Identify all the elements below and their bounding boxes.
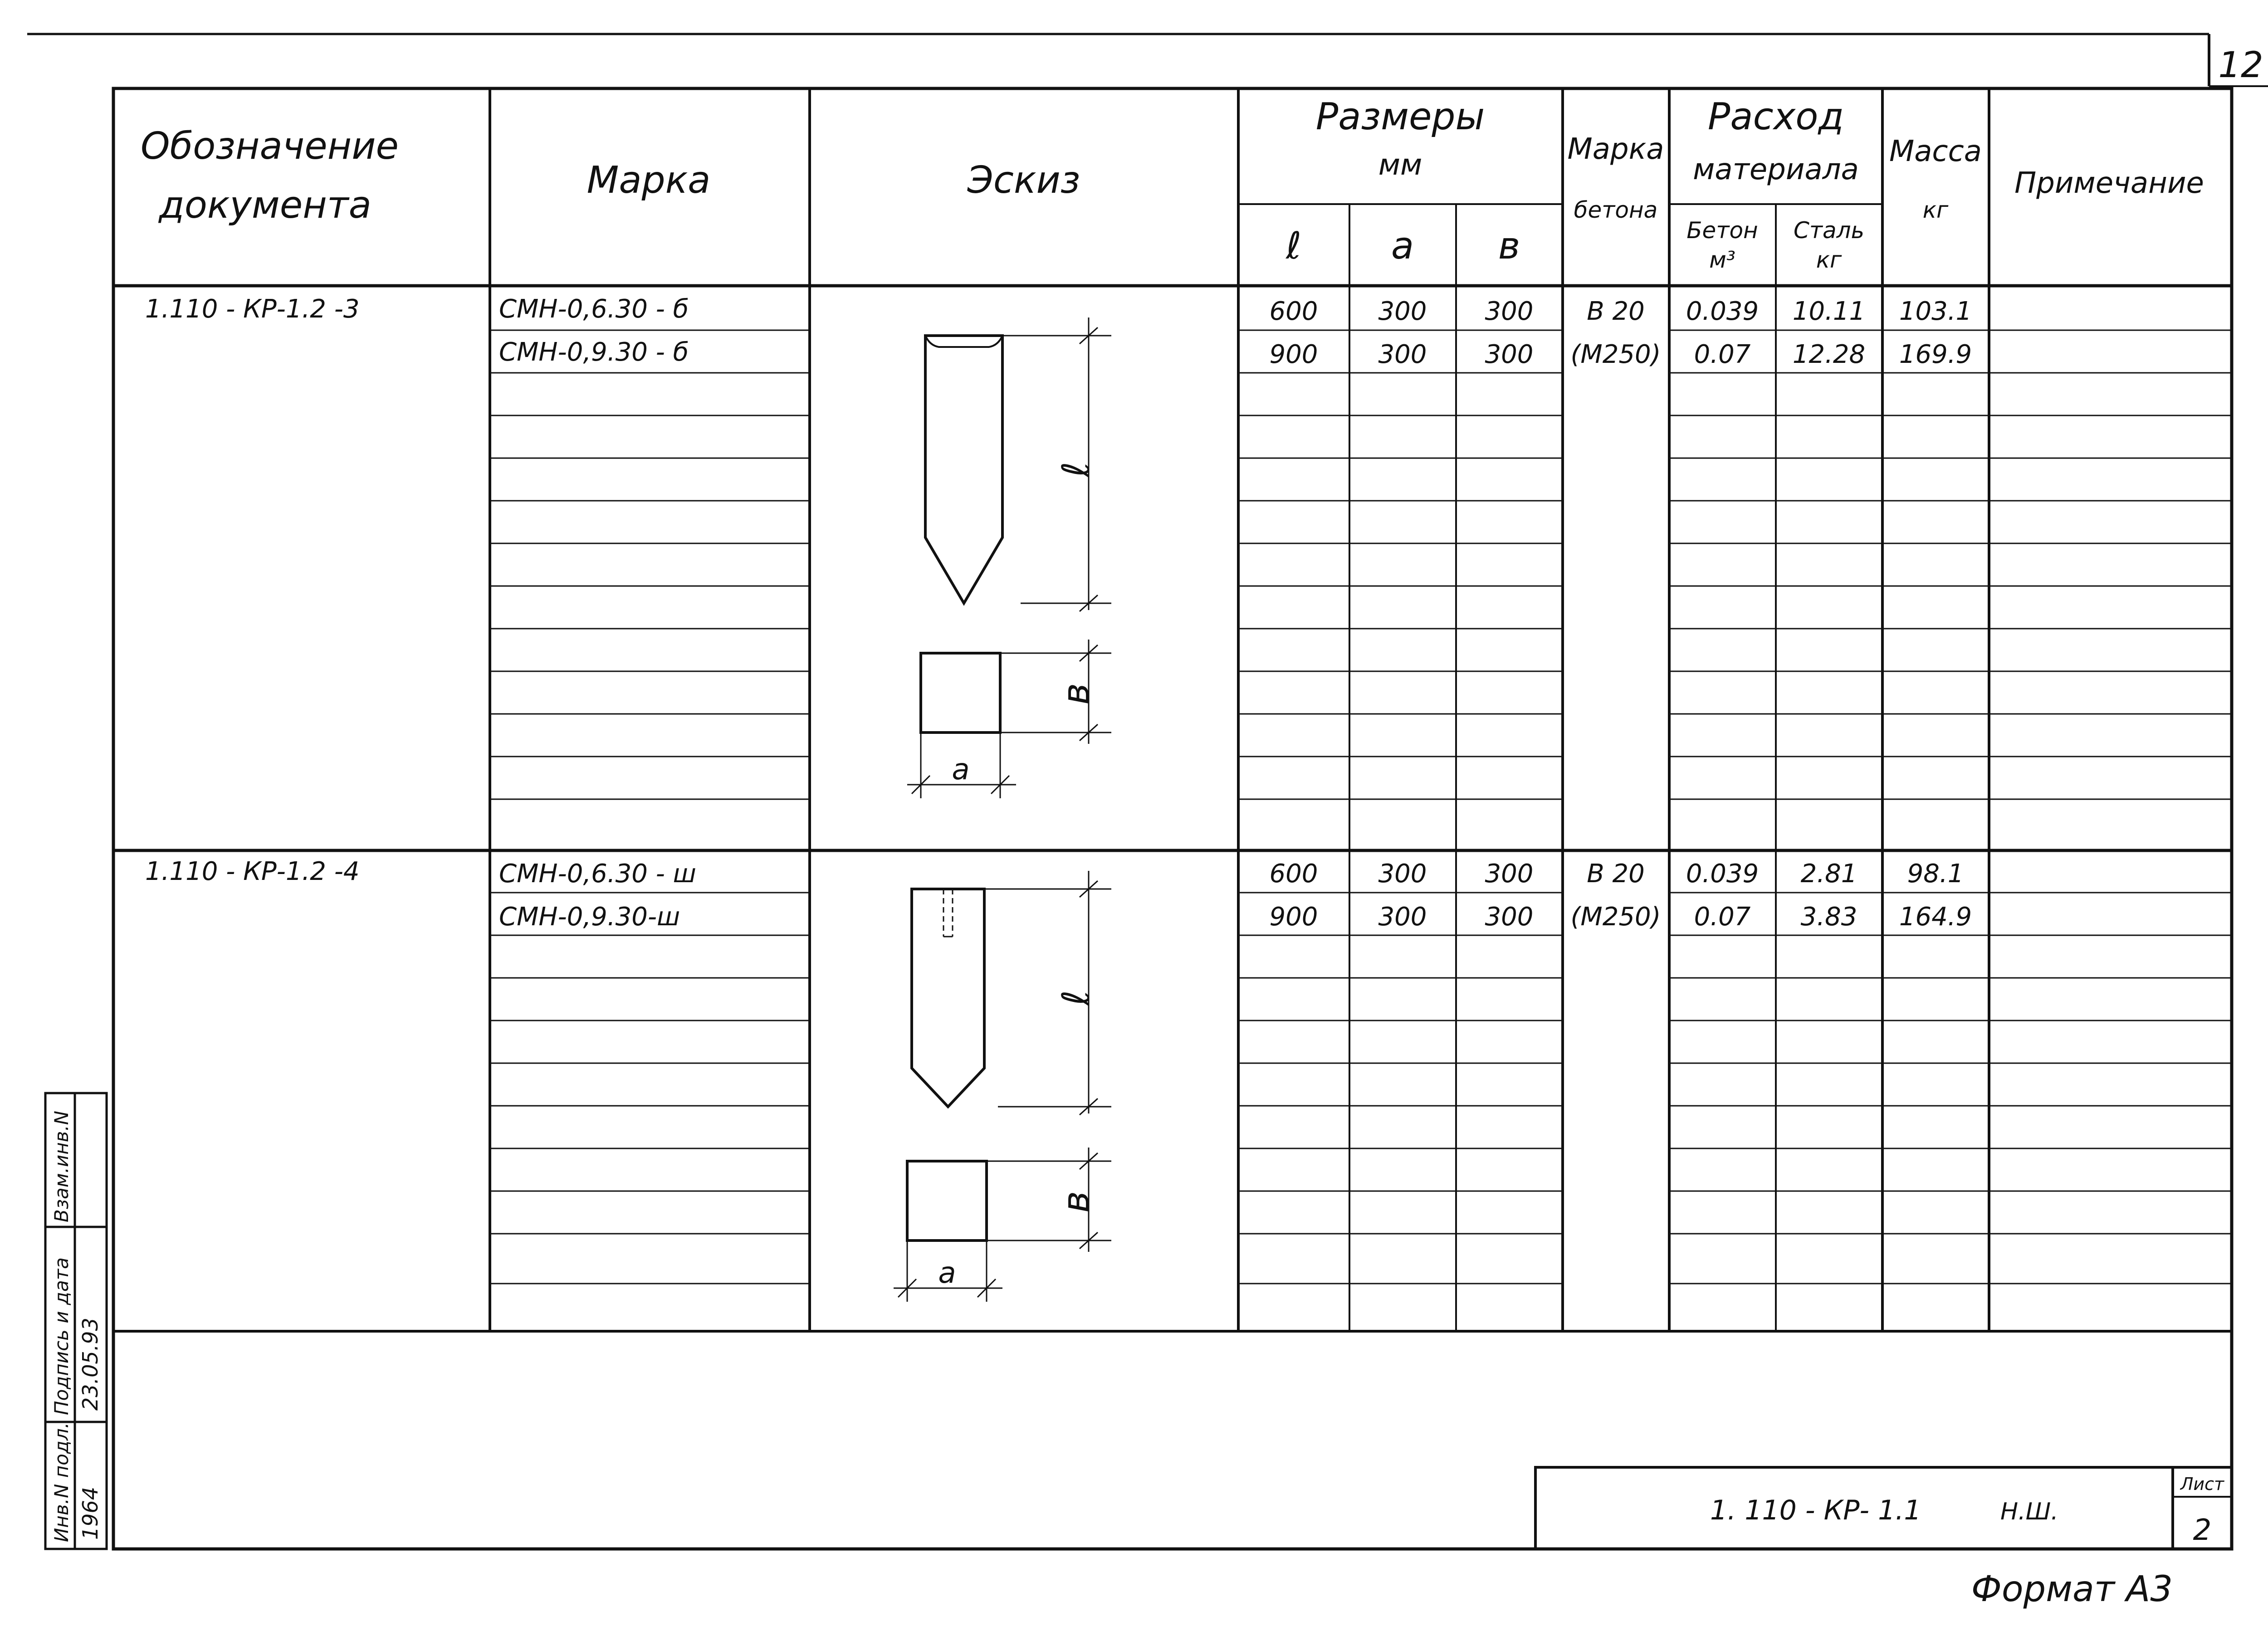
group1-row2-l: 900 — [1269, 340, 1318, 369]
header-mass-1: Масса — [1889, 135, 1982, 168]
group1-sketch-width: в — [1055, 683, 1098, 705]
header-dimensions-1: Размеры — [1315, 95, 1485, 138]
format-label: Формат А3 — [1971, 1569, 2173, 1610]
group1-concrete-mark-1: В 20 — [1587, 297, 1645, 326]
header-material-1: Расход — [1707, 95, 1844, 138]
stamp-inv-repl: Взам.инв.N — [50, 1110, 73, 1222]
group2-row1-concrete: 0.039 — [1686, 859, 1759, 889]
stamp-inv-orig: Инв.N подл. — [50, 1422, 73, 1542]
group2-sketch-side: a — [938, 1256, 956, 1290]
group2-row1-steel: 2.81 — [1800, 859, 1857, 889]
group2-designation: 1.110 - КР-1.2 -4 — [145, 857, 360, 886]
header-steel-2: кг — [1816, 247, 1842, 273]
header-material-2: материала — [1693, 153, 1859, 186]
group2-row1-l: 600 — [1269, 859, 1318, 889]
header-concrete-mark-1: Марка — [1567, 132, 1664, 166]
header-concrete-vol-1: Бетон — [1686, 217, 1758, 244]
group1-designation: 1.110 - КР-1.2 -3 — [145, 294, 360, 324]
group2-row1-mass: 98.1 — [1907, 859, 1964, 889]
group2-row2-mass: 164.9 — [1899, 902, 1972, 932]
header-designation-2: документа — [159, 184, 371, 227]
group1-row2-a: 300 — [1378, 340, 1427, 369]
header-dim-a: a — [1391, 225, 1414, 268]
group2-concrete-mark-2: (М250) — [1570, 902, 1661, 932]
group1-row2-mark: СМН-0,9.30 - б — [499, 337, 689, 367]
group1-row1-l: 600 — [1269, 297, 1318, 326]
group1-row1-b: 300 — [1485, 297, 1534, 326]
header-designation-1: Обозначение — [141, 125, 399, 168]
title-sheet-label: Лист — [2180, 1474, 2224, 1494]
group1-row1-a: 300 — [1378, 297, 1427, 326]
group2-row1-a: 300 — [1378, 859, 1427, 889]
group1-row2-steel: 12.28 — [1792, 340, 1866, 369]
group2-row2-a: 300 — [1378, 902, 1427, 932]
group1-concrete-mark-2: (М250) — [1570, 340, 1661, 369]
header-dim-b: в — [1498, 225, 1520, 268]
header-note: Примечание — [2014, 166, 2204, 200]
title-code: 1. 110 - КР- 1.1 — [1710, 1494, 1921, 1526]
group1-row1-concrete: 0.039 — [1686, 297, 1759, 326]
stamp-inv-orig-value: 1964 — [78, 1486, 103, 1540]
pile-sketch-2 — [907, 889, 987, 1241]
header-mass-2: кг — [1922, 197, 1949, 223]
group1-sketch-side: a — [952, 753, 970, 786]
group1-sketch-length: ℓ — [1055, 462, 1098, 477]
group2-row2-concrete: 0.07 — [1694, 902, 1751, 932]
group2-row1-mark: СМН-0,6.30 - ш — [499, 859, 696, 889]
group2-sketch-width: в — [1055, 1191, 1098, 1213]
pile-sketch-1 — [921, 336, 1002, 733]
header-dimensions-2: мм — [1378, 148, 1422, 182]
group1-row2-concrete: 0.07 — [1694, 340, 1751, 369]
group2-row2-b: 300 — [1485, 902, 1534, 932]
group1-row1-mark: СМН-0,6.30 - б — [499, 294, 689, 324]
header-concrete-vol-2: м³ — [1709, 247, 1735, 273]
group2-row2-mark: СМН-0,9.30-ш — [499, 902, 680, 932]
header-dim-l: ℓ — [1286, 225, 1301, 268]
header-steel-1: Сталь — [1793, 217, 1865, 244]
group2-row2-l: 900 — [1269, 902, 1318, 932]
group2-sketch-length: ℓ — [1055, 990, 1098, 1006]
header-mark: Марка — [587, 159, 711, 202]
header-sketch: Эскиз — [967, 159, 1080, 202]
page-number: 12 — [2218, 45, 2263, 86]
title-sheet-no: 2 — [2193, 1514, 2212, 1547]
group1-row2-mass: 169.9 — [1899, 340, 1972, 369]
group2-concrete-mark-1: В 20 — [1587, 859, 1645, 889]
header-concrete-mark-2: бетона — [1574, 197, 1658, 223]
group2-row1-b: 300 — [1485, 859, 1534, 889]
group1-row1-mass: 103.1 — [1899, 297, 1972, 326]
title-suffix: Н.Ш. — [2000, 1498, 2058, 1525]
group1-row1-steel: 10.11 — [1792, 297, 1866, 326]
group2-row2-steel: 3.83 — [1800, 902, 1857, 932]
group1-row2-b: 300 — [1485, 340, 1534, 369]
stamp-sign-date-value: 23.05.93 — [78, 1318, 103, 1411]
stamp-sign-date: Подпись и дата — [50, 1257, 73, 1415]
